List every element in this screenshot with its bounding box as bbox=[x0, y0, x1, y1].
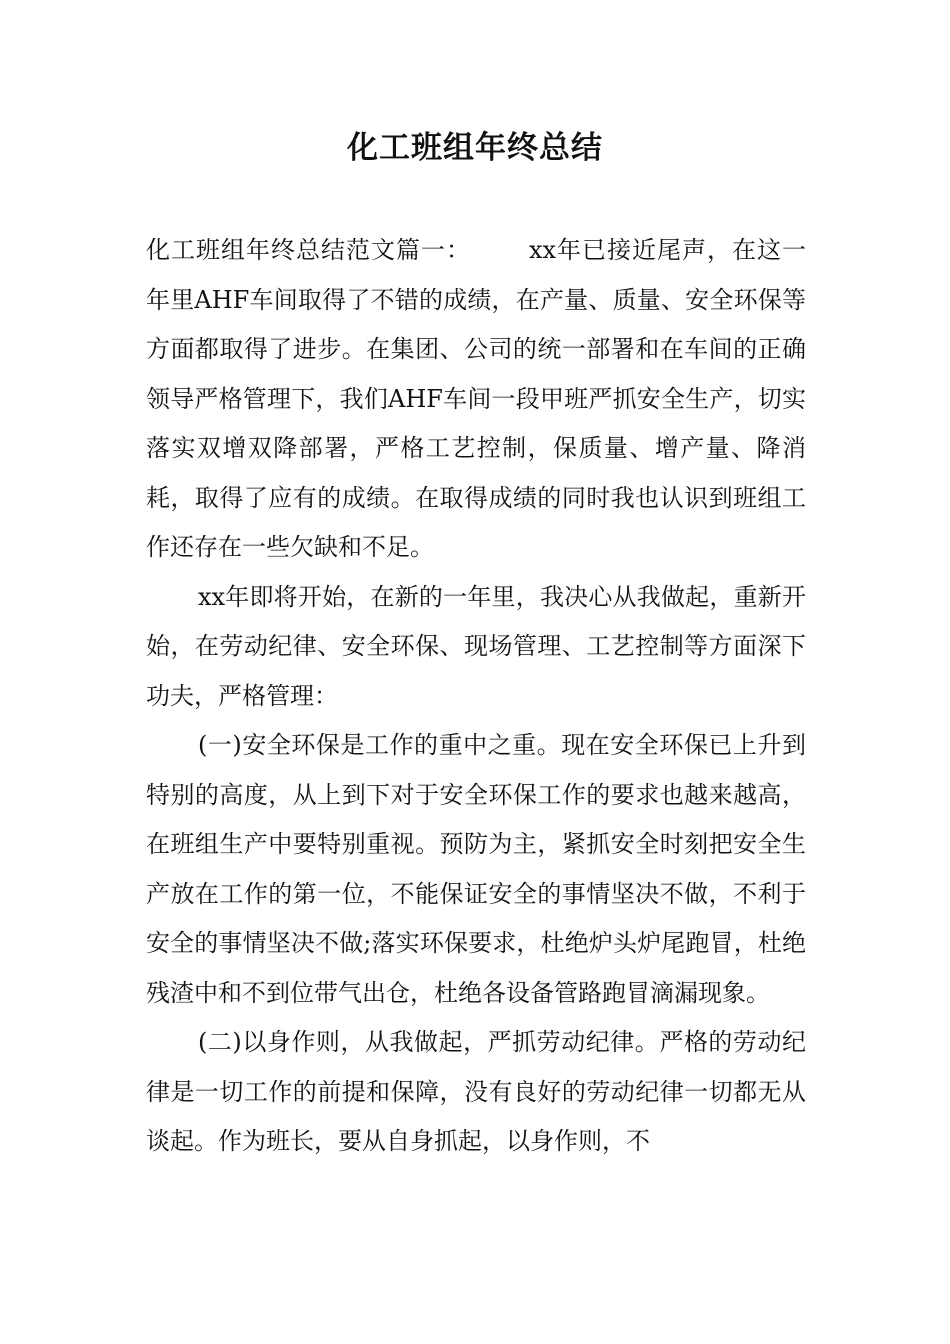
paragraph-3: (一)安全环保是工作的重中之重。现在安全环保已上升到特别的高度，从上到下对于安全环保工作的要求也越来越高，在班组生产中要特别重视。预防为主，紧抓安全时刻把安全生产放在工作的第一位，不能保证安全的事情坚决不做，不利于安全的事情坚决不做;落实环保要求，杜绝炉头炉尾跑冒，杜绝残渣中和不到位带气出仓，杜绝各设备管路跑冒滴漏现象。 bbox=[146, 731, 806, 1007]
paragraph-1 bbox=[146, 226, 806, 573]
document-title: 化工班组年终总结 bbox=[347, 130, 603, 166]
paragraph-2: xx年即将开始，在新的一年里，我决心从我做起，重新开始，在劳动纪律、安全环保、现场管理、工艺控制等方面深下功夫，严格管理： bbox=[146, 582, 806, 710]
paragraph-1-text: xx年已接近尾声，在这一年里AHF车间取得了不错的成绩，在产量、质量、安全环保等方面都取得了进步。在集团、公司的统一部署和在车间的正确领导严格管理下，我们AHF车间一段甲班严抓安全生产，切实落实双增双降部署，严格工艺控制，保质量、增产量、降消耗，取得了应有的成绩。在取得成绩的同时我也认识到班组工作还存在一些欠缺和不足。 bbox=[146, 236, 807, 561]
document-body bbox=[146, 226, 806, 1167]
intro-label: 化工班组年终总结范文篇一： bbox=[146, 236, 471, 264]
paragraph-4: (二)以身作则，从我做起，严抓劳动纪律。严格的劳动纪律是一切工作的前提和保障，没有良好的劳动纪律一切都无从谈起。作为班长，要从自身抓起，以身作则，不 bbox=[146, 1028, 806, 1155]
